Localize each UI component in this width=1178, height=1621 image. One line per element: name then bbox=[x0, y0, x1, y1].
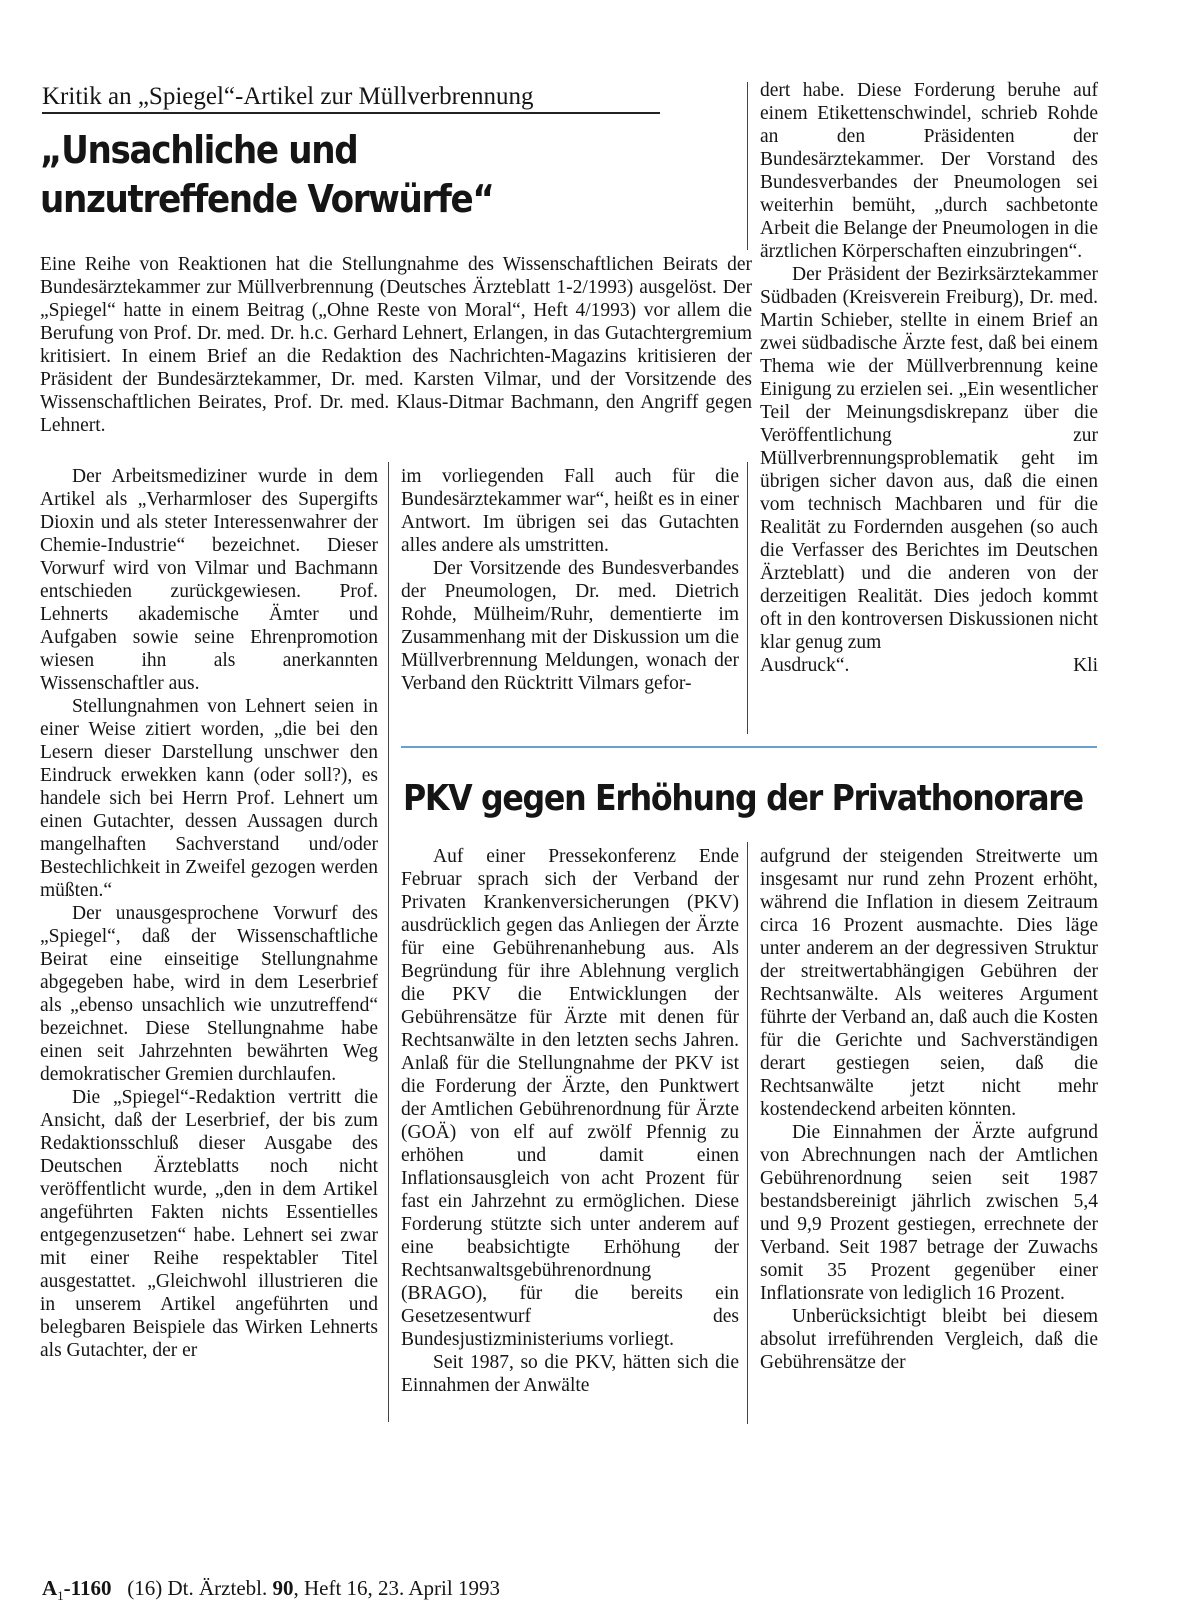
headline-line-1: „Unsachliche und bbox=[40, 128, 358, 172]
article-lead bbox=[40, 253, 752, 437]
paragraph: Die Einnahmen der Ärzte aufgrund von Abrechnungen nach der Amtlichen Gebührenordnung seien seit 1987 bestandsbereinigt jährlich zwischen 5,4 und 9,9 Prozent gestiegen, errechnete der Verband. Seit 1987 betrage der Zuwachs somit 35 Prozent gegenüber einer Inflationsrate von lediglich 16 Prozent. bbox=[760, 1122, 1098, 1304]
paragraph: aufgrund der steigenden Streitwerte um insgesamt nur rund zehn Prozent erhöht, während die Inflation in diesem Zeitraum circa 16 Prozent ausmachte. Dies läge unter anderem an der degressiven Struktur der streitwertabhängigen Gebühren der Rechtsanwälte. Als weiteres Argument führte der Verband an, daß auch die Kosten für die Gerichte und Sachverständigen derart gestiegen seien, daß die Rechtsanwälte jetzt nicht mehr kostendeckend arbeiten könnten. bbox=[760, 846, 1098, 1120]
article2-column-1 bbox=[401, 845, 739, 1397]
article1-column-1 bbox=[40, 465, 378, 1362]
article-kicker: Kritik an „Spiegel“-Artikel zur Müllverbrennung bbox=[42, 83, 660, 114]
lead-paragraph: Eine Reihe von Reaktionen hat die Stellungnahme des Wissenschaftlichen Beirats der Bundesärztekammer zur Müllverbrennung (Deutsches Ärzteblatt 1-2/1993) ausgelöst. Der „Spiegel“ hatte in einem Beitrag („Ohne Reste von Moral“, Heft 4/1993) vor allem die Berufung von Prof. Dr. med. Dr. h.c. Gerhard Lehnert, Erlangen, in das Gutachtergremium kritisiert. In einem Brief an die Redaktion des Nachrichten-Magazins kritisieren der Präsident der Bundesärztekammer, Dr. med. Karsten Vilmar, und der Vorsitzende des Wissenschaftlichen Beirates, Prof. Dr. med. Klaus-Ditmar Bachmann, den Angriff gegen Lehnert. bbox=[40, 254, 752, 436]
section-divider bbox=[401, 746, 1097, 748]
closing-line bbox=[760, 654, 1098, 677]
headline-line-2: unzutreffende Vorwürfe“ bbox=[40, 177, 494, 221]
journal-ref: (16) Dt. Ärztebl. bbox=[127, 1576, 268, 1600]
paragraph: Seit 1987, so die PKV, hätten sich die Einnahmen der Anwälte bbox=[401, 1352, 739, 1396]
article1-column-2 bbox=[401, 465, 739, 695]
paragraph: Der Arbeitsmediziner wurde in dem Artikel als „Verharmloser des Supergifts Dioxin und als steter Interessenwahrer der Chemie-Industrie“ bezeichnet. Dieser Vorwurf wird von Vilmar und Bachmann entschieden zurückgewiesen. Prof. Lehnerts akademische Ämter und Aufgaben sowie seine Ehrenpromotion wiesen ihn als anerkannten Wissenschaftler aus. bbox=[40, 466, 378, 694]
paragraph: Unberücksichtigt bleibt bei diesem absolut irreführenden Vergleich, daß die Gebührensätze der bbox=[760, 1306, 1098, 1373]
paragraph: dert habe. Diese Forderung beruhe auf einem Etikettenschwindel, schrieb Rohde an den Präsidenten der Bundesärztekammer. Der Vorstand des Bundesverbandes der Pneumologen sei weiterhin bemüht, „durch sachbetonte Arbeit die Belange der Pneumologen in die ärztlichen Körperschaften einzubringen“. bbox=[760, 80, 1098, 262]
paragraph: Der Vorsitzende des Bundesverbandes der Pneumologen, Dr. med. Dietrich Rohde, Mülheim/Ruhr, dementierte im Zusammenhang mit der Diskussion um die Müllverbrennung Meldungen, wonach der Verband den Rücktritt Vilmars gefor- bbox=[401, 558, 739, 694]
article2-headline: PKV gegen Erhöhung der Privathonorare bbox=[403, 778, 1083, 819]
column-rule bbox=[388, 462, 389, 1422]
page-footer bbox=[42, 1575, 500, 1609]
paragraph: Auf einer Pressekonferenz Ende Februar sprach sich der Verband der Privaten Krankenversicherungen (PKV) ausdrücklich gegen das Anliegen der Ärzte für eine Gebührenanhebung aus. Als Begründung für ihre Ablehnung verglich die PKV die Entwicklungen der Gebührensätze für Ärzte mit denen für Rechtsanwälte in den letzten sechs Jahren. Anlaß für die Stellungnahme der PKV ist die Forderung der Ärzte, den Punktwert der Amtlichen Gebührenordnung für Ärzte (GOÄ) von elf auf zwölf Pfennig zu erhöhen und damit einen Inflationsausgleich von acht Prozent für fast ein Jahrzehnt zu ermöglichen. Diese Forderung stützte sich unter anderem auf eine beabsichtigte Erhöhung der Rechtsanwaltsgebührenordnung (BRAGO), für die bereits ein Gesetzesentwurf des Bundesjustizministeriums vorliegt. bbox=[401, 846, 739, 1350]
article-headline bbox=[40, 126, 598, 224]
last-line: Ausdruck“. bbox=[760, 655, 850, 676]
paragraph: Der unausgesprochene Vorwurf des „Spiegel“, daß der Wissenschaftliche Beirat eine einseitige Stellungnahme abgegeben habe, wird in dem Leserbrief als „ebenso unsachlich wie unzutreffend“ bezeichnet. Diese Stellungnahme habe einen seit Jahrzehnten bewährten Weg demokratischer Gremien durchlaufen. bbox=[40, 903, 378, 1085]
paragraph: im vorliegenden Fall auch für die Bundesärztekammer war“, heißt es in einer Antwort. Im übrigen sei das Gutachten alles andere als umstritten. bbox=[401, 466, 739, 556]
issue-date: , Heft 16, 23. April 1993 bbox=[293, 1576, 500, 1600]
paragraph: Der Präsident der Bezirksärztekammer Südbaden (Kreisverein Freiburg), Dr. med. Martin Schieber, stellte in einem Brief an zwei südbadische Ärzte fest, daß bei einem Thema wie der Müllverbrennung keine Einigung zu erzielen sei. „Ein wesentlicher Teil der Meinungsdiskrepanz über die Veröffentlichung zur Müllverbrennungsproblematik geht im übrigen sicher davon aus, daß die einen vom technisch Machbaren und für die Realität zu Fordernden ausgehen (so auch die Verfasser des Berichtes im Deutschen Ärzteblatt) und die anderen von der derzeitigen Realität. Dies jedoch kommt oft in den kontroversen Diskussionen nicht klar genug zum bbox=[760, 264, 1098, 653]
volume-number: 90 bbox=[272, 1576, 294, 1600]
column-rule bbox=[747, 462, 748, 734]
paragraph: Stellungnahmen von Lehnert seien in einer Weise zitiert worden, „die bei den Lesern dieser Darstellung unschwer den Eindruck erwekken kann (oder soll?), es handele sich bei Herrn Prof. Lehnert um einen Gutachter, dessen Aussagen durch mangelhaften Sachverstand und/oder Bestechlichkeit in Zweifel gezogen werden müßten.“ bbox=[40, 696, 378, 901]
page-code: A bbox=[42, 1576, 58, 1600]
column-rule bbox=[747, 842, 748, 1424]
paragraph: Die „Spiegel“-Redaktion vertritt die Ansicht, daß der Leserbrief, der bis zum Redaktionsschluß dieser Ausgabe des Deutschen Ärzteblatts noch nicht veröffentlicht wurde, „den in dem Artikel angeführten Fakten nichts Essentielles entgegenzusetzen“ habe. Lehnert sei zwar mit einer Reihe respektabler Titel ausgestattet. „Gleichwohl illustrieren die in unserem Artikel angeführten und belegbaren Beispiele das Wirken Lehnerts als Gutachter, der er bbox=[40, 1087, 378, 1361]
page-code-sub: 1 bbox=[57, 1588, 64, 1604]
article1-column-3 bbox=[760, 79, 1098, 677]
article2-column-2 bbox=[760, 845, 1098, 1374]
author-signature: Kli bbox=[1073, 655, 1098, 676]
column-rule bbox=[747, 82, 748, 250]
page-number: -1160 bbox=[63, 1576, 112, 1600]
